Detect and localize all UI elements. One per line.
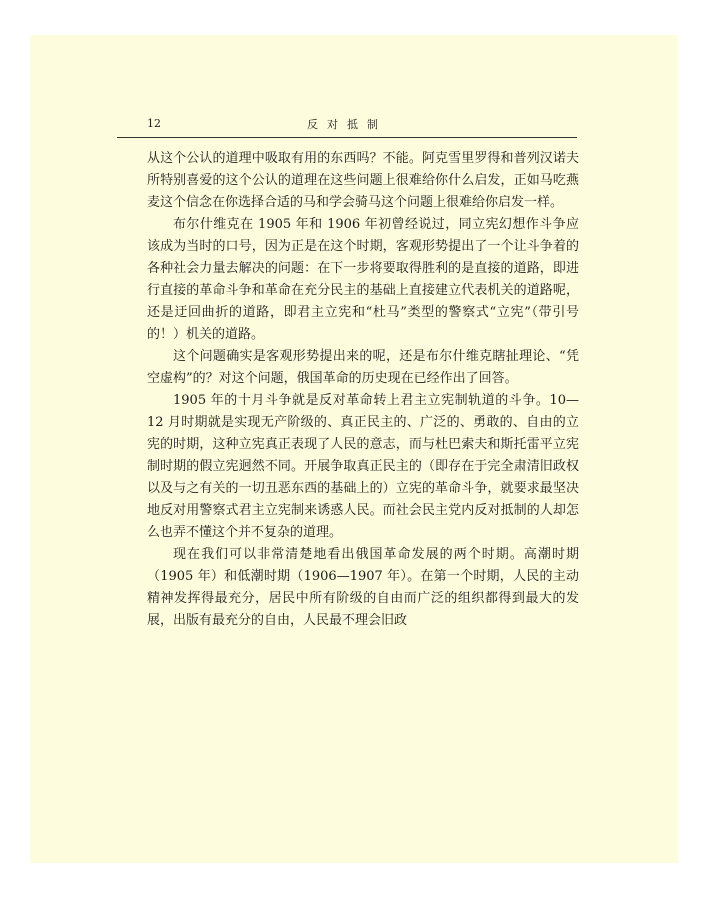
body-text — [147, 148, 579, 632]
running-header — [117, 115, 577, 138]
paragraph: 从这个公认的道理中吸取有用的东西吗？不能。阿克雪里罗得和普列汉诺夫所特别喜爱的这个公认的道理在这些问题上很难给你什么启发，正如马吃燕麦这个信念在你选择合适的马和学会骑马这个问题上很难给你启发一样。 — [147, 151, 579, 210]
paragraph: 布尔什维克在 1905 年和 1906 年初曾经说过，同立宪幻想作斗争应该成为当时的口号，因为正是在这个时期，客观形势提出了一个让斗争着的各种社会力量去解决的问题：在下一步将要取得胜利的是直接的道路，即进行直接的革命斗争和革命在充分民主的基础上直接建立代表机关的道路呢，还是迂回曲折的道路，即君主立宪和“杜马”类型的警察式“立宪”（带引号的！）机关的道路。 — [147, 217, 579, 342]
page-number: 12 — [147, 117, 161, 130]
paragraph: 这个问题确实是客观形势提出来的呢，还是布尔什维克瞎扯理论、“凭空虚构”的？对这个问题，俄国革命的历史现在已经作出了回答。 — [147, 349, 579, 386]
paragraph: 现在我们可以非常清楚地看出俄国革命发展的两个时期。高潮时期（1905 年）和低潮时期（1906—1907 年）。在第一个时期，人民的主动精神发挥得最充分，居民中所有阶级的自由而广泛的组织都得到最大的发展，出版有最充分的自由，人民最不理会旧政 — [147, 547, 579, 628]
paragraph: 1905 年的十月斗争就是反对革命转上君主立宪制轨道的斗争。10—12 月时期就是实现无产阶级的、真正民主的、广泛的、勇敢的、自由的立宪的时期，这种立宪真正表现了人民的意志，而与杜巴索夫和斯托雷平立宪制时期的假立宪迥然不同。开展争取真正民主的（即存在于完全肃清旧政权以及与之有关的一切丑恶东西的基础上的）立宪的革命斗争，就要求最坚决地反对用警察式君主立宪制来诱惑人民。而社会民主党内反对抵制的人却怎么也弄不懂这个并不复杂的道理。 — [147, 393, 579, 540]
running-title: 反对抵制 — [307, 118, 387, 131]
